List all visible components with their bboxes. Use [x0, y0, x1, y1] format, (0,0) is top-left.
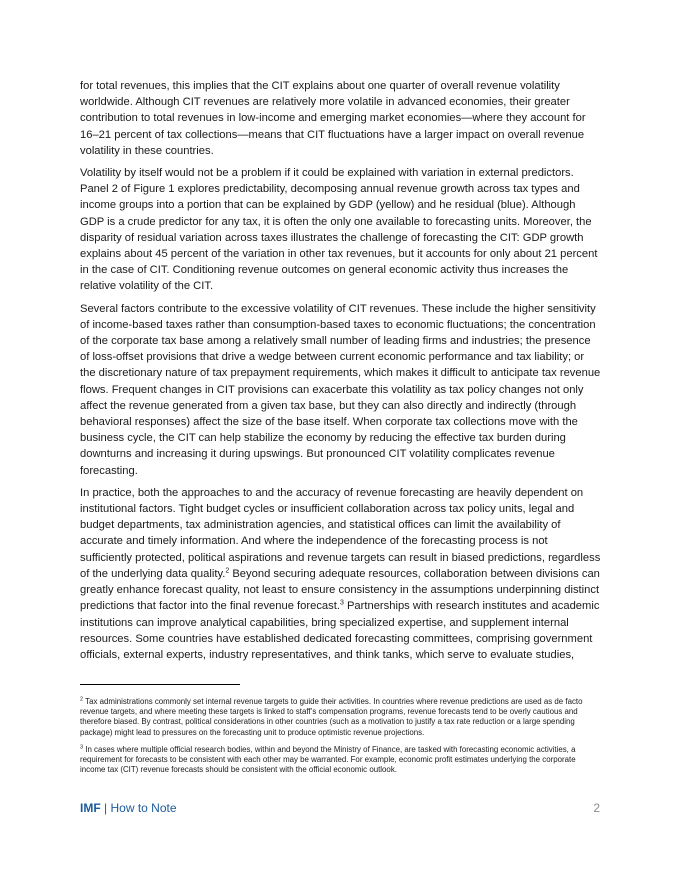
paragraph-4 — [80, 485, 602, 663]
paragraph-1: for total revenues, this implies that the CIT explains about one quarter of overall revenue volatility worldwide. Although CIT revenues are relatively more volatile in advanced economies, their greater contribution to total revenues in low-income and emerging market economies—where they account for 16–21 percent of tax collections—means that CIT fluctuations have a larger impact on overall revenue volatility in these countries. — [80, 80, 586, 157]
footnote-divider — [80, 684, 240, 685]
series-title: How to Note — [110, 801, 177, 815]
paragraph-4-part-1: In practice, both the approaches to and the accuracy of revenue forecasting are heavily dependent on institutional factors. Tight budget cycles or insufficient collaboration across tax policy units, legal and budget departments, tax administration agencies, and statistical offices can limit the availability of accurate and timely information. And where the independence of the forecasting process is not sufficiently protected, political aspirations and revenue targets can result in biased predictions, regardless of the underlying data quality. — [80, 486, 601, 580]
paragraph-2: Volatility by itself would not be a problem if it could be explained with variation in external predictors. Panel 2 of Figure 1 explores predictability, decomposing annual revenue growth across tax types and income groups into a portion that can be explained by GDP (yellow) and he residual (blue). Although GDP is a crude predictor for any tax, it is often the only one available to forecasting units. Moreover, the disparity of residual variation across taxes illustrates the challenge of forecasting the CIT: GDP growth explains about 45 percent of the variation in other tax revenues, but it accounts for only about 21 percent in the case of CIT. Conditioning revenue outcomes on general economic activity thus increases the relative volatility of the CIT. — [80, 167, 598, 293]
paragraph-4-part-2: Beyond securing adequate resources, collaboration between divisions can greatly enhance forecast quality, not least to ensure consistency in the assumptions underpinning distinct predictions that factor into the final revenue forecast. — [80, 567, 600, 613]
footnote-2-text: Tax administrations commonly set internal revenue targets to guide their activities. In countries where revenue predictions are used as de facto revenue targets, and where meeting these targets is linked to staff’s compensation programs, revenue forecasts tend to be overly cautious and therefore biased. By contrast, political considerations in other countries (such as a motivation to justify a tax rate reduction or a large spending package) might lead to pressures on the forecasting unit to produce optimistic revenue projections. — [80, 697, 583, 737]
footnote-ref-2[interactable]: 2 — [225, 567, 230, 575]
footnote-2-number: 2 — [80, 696, 84, 703]
footer-separator: | — [104, 801, 108, 815]
footnote-ref-3[interactable]: 3 — [339, 599, 344, 607]
body-text — [80, 78, 602, 669]
page-footer — [80, 800, 600, 816]
footnote-3-text: In cases where multiple official research bodies, within and beyond the Ministry of Finance, are tasked with forecasting economic activities, a requirement for forecasts to be consistent with each other may be warranted. For example, economic profit estimates underlying the corporate income tax (CIT) revenue forecasts should be consistent with the official economic outlook. — [80, 744, 576, 775]
footnote-3-number: 3 — [80, 744, 84, 751]
page-number: 2 — [593, 801, 600, 815]
imf-logo-text: IMF — [80, 801, 101, 815]
footnotes — [80, 697, 602, 782]
footnote-3 — [80, 745, 602, 776]
paragraph-3: Several factors contribute to the excessive volatility of CIT revenues. These include the higher sensitivity of income-based taxes rather than consumption-based taxes to economic fluctuations; the concentration of the corporate tax base among a relatively small number of leading firms and industries; the presence of loss-offset provisions that drive a wedge between current economic performance and tax liability; or the discretionary nature of tax prepayment requirements, which makes it difficult to anticipate tax revenue flows. Frequent changes in CIT provisions can exacerbate this volatility as tax policy changes not only affect the revenue generated from a given tax base, but they can also directly and indirectly (through behavioral responses) affect the size of the base itself. When corporate tax collections move with the business cycle, the CIT can help stabilize the economy by reducing the effective tax burden during downturns and increasing it during upswings. But pronounced CIT volatility complicates revenue forecasting. — [80, 302, 601, 477]
paragraph-4-part-3: Partnerships with research institutes and academic institutions can improve analytical capabilities, bring specialized expertise, and supplement internal resources. Some countries have established dedicated forecasting committees, comprising government officials, external experts, industry representatives, and think tanks, which serve to evaluate studies, — [80, 600, 600, 661]
footnote-2 — [80, 697, 602, 738]
